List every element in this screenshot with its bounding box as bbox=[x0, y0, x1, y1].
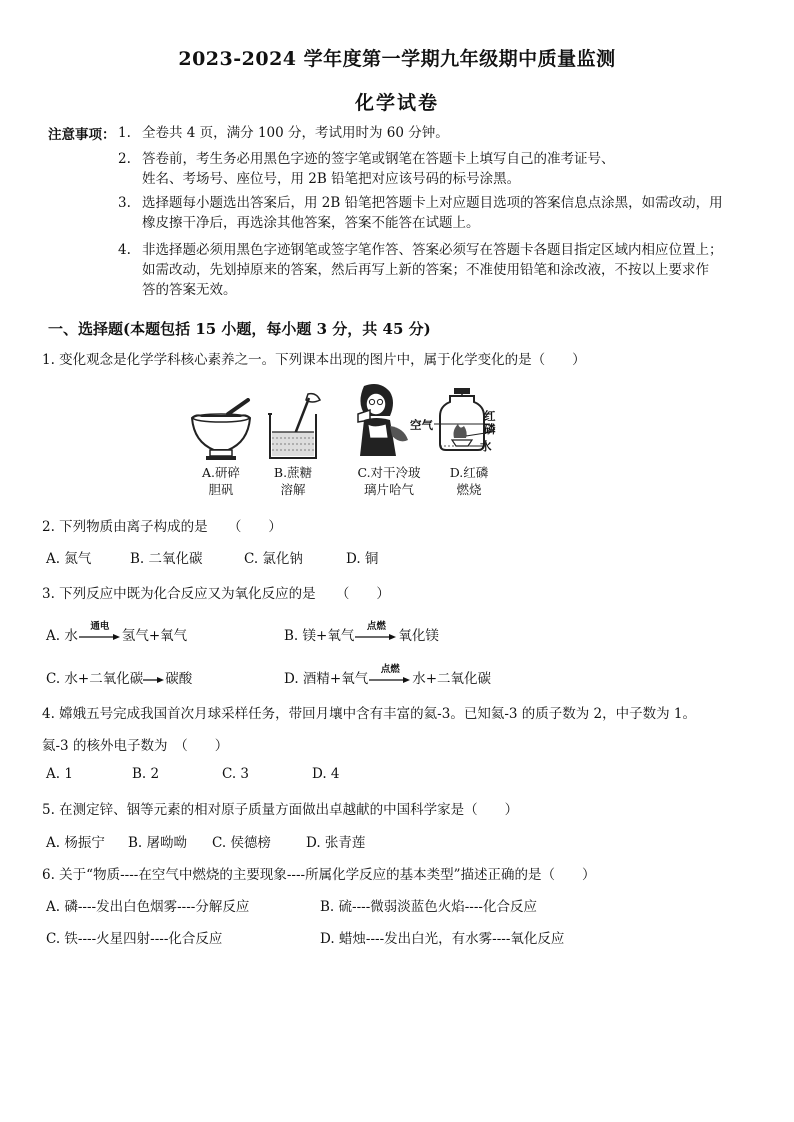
reaction-arrow: 通电 bbox=[79, 630, 121, 644]
q3-option-c: C. 水+二氧化碳 碳酸 bbox=[46, 671, 193, 687]
q6-option-b: B. 硫----微弱淡蓝色火焰----化合反应 bbox=[320, 899, 537, 915]
q3-option-b: B. 镁+氧气 点燃 氧化镁 bbox=[284, 620, 439, 644]
q4-option-d: D. 4 bbox=[312, 766, 340, 782]
q4-option-c: C. 3 bbox=[222, 766, 250, 782]
section-heading: 一、选择题(本题包括 15 小题，每小题 3 分，共 45 分) bbox=[48, 320, 431, 338]
mortar-pestle-figure bbox=[188, 398, 254, 462]
q2-option-a: A. 氮气 bbox=[46, 551, 92, 567]
question-5-stem: 5. 在测定锌、铟等元素的相对原子质量方面做出卓越献的中国科学家是（ ） bbox=[42, 802, 519, 818]
question-3-stem: 3. 下列反应中既为化合反应又为氧化反应的是 （ ） bbox=[42, 586, 390, 602]
exam-title: 2023-2024 学年度第一学期九年级期中质量监测 bbox=[178, 48, 616, 70]
reaction-arrow bbox=[143, 672, 165, 688]
red-phosphorus-label: 红 磷 bbox=[484, 409, 496, 436]
note-item: 1. 全卷共 4 页，满分 100 分，考试用时为 60 分钟。 bbox=[118, 125, 449, 141]
q6-option-d: D. 蜡烛----发出白光，有水雾----氧化反应 bbox=[320, 931, 565, 947]
q6-option-c: C. 铁----火星四射----化合反应 bbox=[46, 931, 223, 947]
q1-caption-c: C.对干冷玻 璃片哈气 bbox=[357, 465, 421, 497]
q1-caption-b: B.蔗糖 溶解 bbox=[273, 465, 313, 497]
note-item: 3. 选择题每小题选出答案后，用 2B 铅笔把答题卡上对应题目选项的答案信息点涂黑，如需改动，用 橡皮擦干净后，再选涂其他答案，答案不能答在试题上。 bbox=[118, 195, 723, 231]
water-label: 水 bbox=[480, 439, 492, 453]
q5-option-c: C. 侯德榜 bbox=[212, 835, 271, 851]
beaker-figure bbox=[262, 390, 324, 462]
reaction-arrow: 点燃 bbox=[355, 630, 397, 644]
question-6-stem: 6. 关于“物质----在空气中燃烧的主要现象----所属化学反应的基本类型”描述正确的是（ ） bbox=[42, 867, 596, 883]
reaction-arrow: 点燃 bbox=[369, 673, 411, 687]
notes-label: 注意事项： bbox=[48, 127, 116, 143]
q2-option-c: C. 氯化钠 bbox=[244, 551, 303, 567]
q2-option-d: D. 铜 bbox=[346, 551, 379, 567]
note-item: 2. 答卷前，考生务必用黑色字迹的签字笔或钢笔在答题卡上填写自己的准考证号、 姓名、考场号、座位号，用 2B 铅笔把对应该号码的标号涂黑。 bbox=[118, 151, 615, 187]
q3-option-a: A. 水 通电 氢气+氧气 bbox=[46, 620, 188, 644]
q5-option-d: D. 张青莲 bbox=[306, 835, 366, 851]
q6-option-a: A. 磷----发出白色烟雾----分解反应 bbox=[46, 899, 250, 915]
q4-option-a: A. 1 bbox=[46, 766, 73, 782]
q4-option-b: B. 2 bbox=[132, 766, 160, 782]
note-item: 4. 非选择题必须用黑色字迹钢笔或签字笔作答、答案必须写在答题卡各题目指定区域内相应位置上； 如需改动，先划掉原来的答案，然后再写上新的答案；不准使用铅笔和涂改液，不按以上要求作 答的答案无效。 bbox=[118, 242, 723, 298]
air-label: 空气 bbox=[410, 418, 433, 432]
q2-option-b: B. 二氧化碳 bbox=[130, 551, 203, 567]
q1-caption-d: D.红磷 燃烧 bbox=[449, 465, 489, 497]
q3-option-d: D. 酒精+氧气 点燃 水+二氧化碳 bbox=[284, 663, 492, 687]
girl-breathing-figure bbox=[350, 382, 412, 462]
question-1-stem: 1. 变化观念是化学学科核心素养之一。下列课本出现的图片中，属于化学变化的是（ ） bbox=[42, 352, 586, 368]
q5-option-b: B. 屠呦呦 bbox=[128, 835, 188, 851]
q5-option-a: A. 杨振宁 bbox=[46, 835, 105, 851]
q1-caption-a: A.研碎 胆矾 bbox=[201, 465, 240, 497]
exam-subtitle: 化学试卷 bbox=[354, 92, 439, 114]
question-2-stem: 2. 下列物质由离子构成的是 （ ） bbox=[42, 519, 282, 535]
question-4-stem-cont: 氦-3 的核外电子数为 （ ） bbox=[42, 738, 229, 754]
question-4-stem: 4. 嫦娥五号完成我国首次月球采样任务，带回月壤中含有丰富的氦-3。已知氦-3 的质子数为 2，中子数为 1。 bbox=[42, 706, 697, 722]
